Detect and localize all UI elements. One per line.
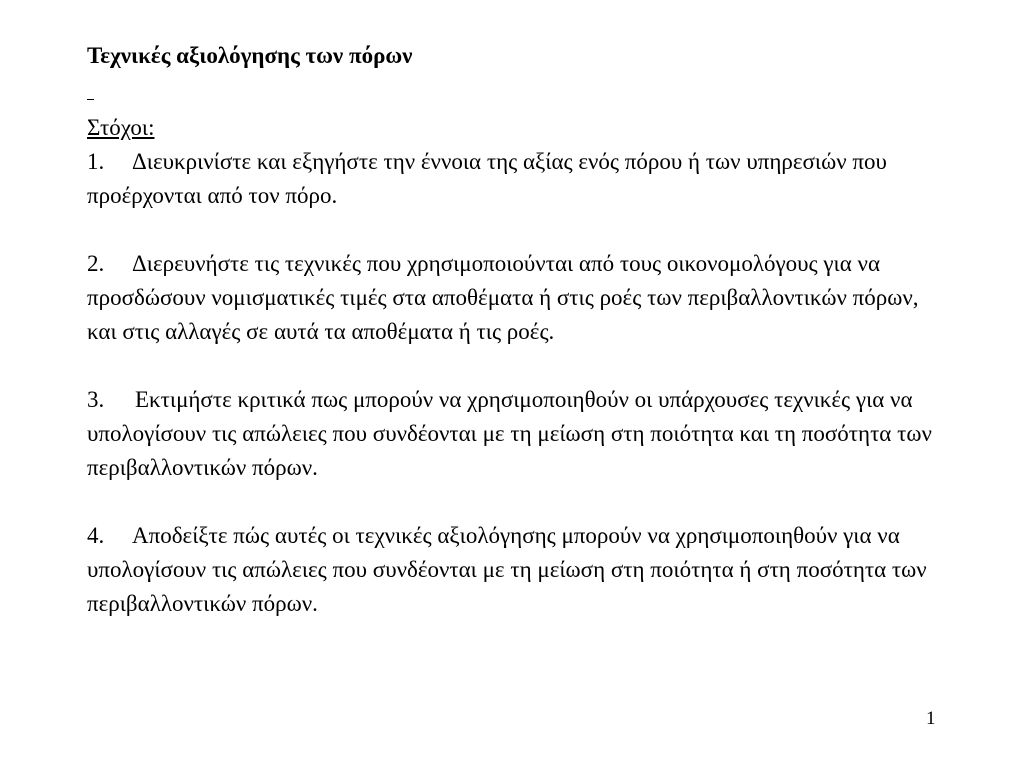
objective-text: Διευκρινίστε και εξηγήστε την έννοια της αξίας ενός πόρου ή των υπηρεσιών που προέρχονται από τον πόρο. [87,149,887,208]
objective-number: 4. [87,523,105,548]
objectives-label: Στόχοι: [87,115,155,140]
objectives-content [87,111,947,621]
objective-text: Διερευνήστε τις τεχνικές που χρησιμοποιούνται από τους οικονομολόγους για να προσδώσουν νομισματικές τιμές στα αποθέματα ή στις ροές των περιβαλλοντικών πόρων, και στις αλλαγές σε αυτά τα αποθέματα ή τις ροές. [87,251,919,344]
objective-text: Αποδείξτε πώς αυτές οι τεχνικές αξιολόγησης μπορούν να χρησιμοποιηθούν για να υπολογίσουν τις απώλειες που συνδέονται με τη μείωση στη ποιότητα ή στη ποσότητα των περιβαλλοντικών πόρων. [87,523,927,616]
objective-number: 2. [87,251,105,276]
underline-mark [87,99,94,100]
objective-item-2 [87,247,947,349]
objective-item-4 [87,519,947,621]
objective-item-1 [87,145,947,213]
objective-number: 1. [87,149,105,174]
objective-text: Εκτιμήστε κριτικά πως μπορούν να χρησιμοποιηθούν οι υπάρχουσες τεχνικές για να υπολογίσουν τις απώλειες που συνδέονται με τη μείωση στη ποιότητα και τη ποσότητα των περιβαλλοντικών πόρων. [87,387,932,480]
slide-title: Τεχνικές αξιολόγησης των πόρων [87,43,413,68]
objective-item-3 [87,383,947,485]
page-number: 1 [926,708,936,729]
objective-number: 3. [87,387,105,412]
